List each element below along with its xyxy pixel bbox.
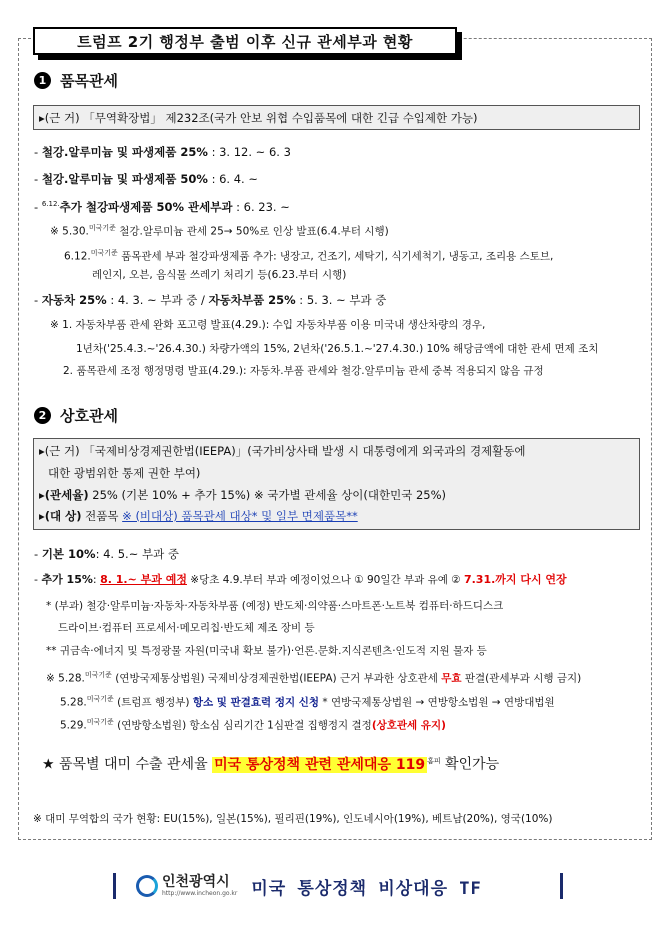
footer-bar-right — [560, 873, 563, 899]
note-auto-relief-cont: 1년차('25.4.3.~'26.4.30.) 차량가액의 15%, 2년차('26.5.1.~'27.4.30.) 10% 해당금액에 대한 관세 면제 조치 — [76, 343, 599, 355]
footer — [113, 872, 563, 900]
logo-url: http://www.incheon.go.kr — [162, 889, 238, 897]
section-2-target: ▸(대 상) 전품목 ※ (비대상) 품목관세 대상* 및 일부 면제품목** — [39, 509, 358, 523]
section-1-heading — [34, 70, 118, 91]
court-ruling-1: ※ 5.28.$^{미국기준}$ (연방국제통상법원) 국제비상경제권한법(IEEPA) 근거 부과한 상호관세 무효 판결(관세부과 시행 금지) — [46, 671, 582, 685]
page-title: 트럼프 2기 행정부 출범 이후 신규 관세부과 현황 — [33, 27, 457, 55]
footnote-levied-cont: 드라이브·컴퓨터 프로세서·메모리칩·반도체 제조 장비 등 — [58, 622, 315, 634]
footer-bar-left — [113, 873, 116, 899]
court-ruling-3: 5.29.$^{미국기준}$ (연방항소법원) 항소심 심리기간 1심판결 집행정지 결정(상호관세 유지) — [60, 718, 446, 732]
base-10-line: - 기본 10%: 4. 5.~ 부과 중 — [34, 547, 179, 561]
section-1-title: 품목관세 — [60, 72, 118, 90]
add-15-line: - 추가 15%: 8. 1.~ 부과 예정 ※당초 4.9.부터 부과 예정이었으나 ① 90일간 부과 유예 ② 7.31.까지 다시 연장 — [34, 573, 567, 586]
footnote-exempt: ** 귀금속·에너지 및 특정광물 자원(미국내 확보 불가)·언론.문화.지식콘텐츠·인도적 지원 물자 등 — [46, 645, 487, 657]
steel-50-line: - 철강.알루미늄 및 파생제품 50% : 6. 4. ~ — [34, 172, 258, 186]
court-ruling-2: 5.28.$^{미국기준}$ (트럼프 행정부) 항소 및 판결효력 정지 신청 * 연방국제통상법원 → 연방항소법원 → 연방대법원 — [60, 695, 555, 709]
section-number-2: 2 — [34, 407, 51, 424]
section-2-rate: ▸(관세율) 25% (기본 10% + 추가 15%) ※ 국가별 관세율 상이(대한민국 25%) — [39, 488, 447, 502]
auto-line: - 자동차 25% : 4. 3. ~ 부과 중 / 자동차부품 25% : 5. 3. ~ 부과 중 — [34, 293, 387, 307]
logo-name: 인천광역시 — [162, 873, 230, 890]
note-derivatives: 6.12.$^{미국기준}$ 품목관세 부과 철강파생제품 추가: 냉장고, 건조기, 세탁기, 식기세척기, 냉동고, 조리용 스토브, — [64, 249, 554, 263]
note-auto-relief: ※ 1. 자동차부품 관세 완화 포고령 발표(4.29.): 수입 자동차부품 이용 미국내 생산차량의 경우, — [50, 319, 486, 331]
footnote-levied: * (부과) 철강·알루미늄·자동차·자동차부품 (예정) 반도체·의약품·스마트폰·노트북 컴퓨터·하드디스크 — [46, 600, 504, 612]
section-1-basis: ▸(근 거) 「무역확장법」 제232조(국가 안보 위협 수입품목에 대한 긴급 수입제한 가능) — [39, 111, 478, 125]
section-2-basis: ▸(근 거) 「국제비상경제권한법(IEEPA)」(국가비상사태 발생 시 대통령에게 외국과의 경제활동에 — [39, 444, 526, 458]
steel-25-line: - 철강.알루미늄 및 파생제품 25% : 3. 12. ~ 6. 3 — [34, 145, 291, 159]
star-note: ★ 품목별 대미 수출 관세율 미국 통상정책 관련 관세대응 119 $^{홈피}$ 확인가능 — [42, 756, 500, 773]
star-icon: ★ — [42, 756, 55, 773]
steel-derivative-line: - $^{6.12.}$추가 철강파생제품 50% 관세부과 : 6. 23. ~ — [34, 199, 290, 214]
tariff-119-link[interactable]: 미국 통상정책 관련 관세대응 119 — [214, 756, 426, 773]
section-number-1: 1 — [34, 72, 51, 89]
note-steel-raise: ※ 5.30.$^{미국기준}$ 철강.알루미늄 관세 25→ 50%로 인상 발표(6.4.부터 시행) — [50, 224, 389, 238]
note-derivatives-cont: 레인지, 오븐, 음식물 쓰레기 처리기 등(6.23.부터 시행) — [92, 269, 347, 281]
section-1-basis-box — [33, 105, 640, 130]
incheon-logo-icon — [136, 875, 158, 897]
tf-title: 미국 통상정책 비상대응 TF — [251, 878, 482, 899]
section-2-basis-cont: 대한 광범위한 통제 권한 부여) — [48, 466, 201, 480]
trade-agreement-note: ※ 대미 무역합의 국가 현황: EU(15%), 일본(15%), 필리핀(19%), 인도네시아(19%), 베트남(20%), 영국(10%) — [33, 813, 553, 825]
incheon-logo — [136, 875, 237, 898]
section-2-title: 상호관세 — [60, 407, 118, 425]
note-overlap: 2. 품목관세 조정 행정명령 발표(4.29.): 자동차.부품 관세와 철강.알루미늄 관세 중복 적용되지 않음 규정 — [63, 365, 544, 377]
section-2-heading — [34, 405, 118, 426]
section-2-basis-box — [33, 438, 640, 530]
